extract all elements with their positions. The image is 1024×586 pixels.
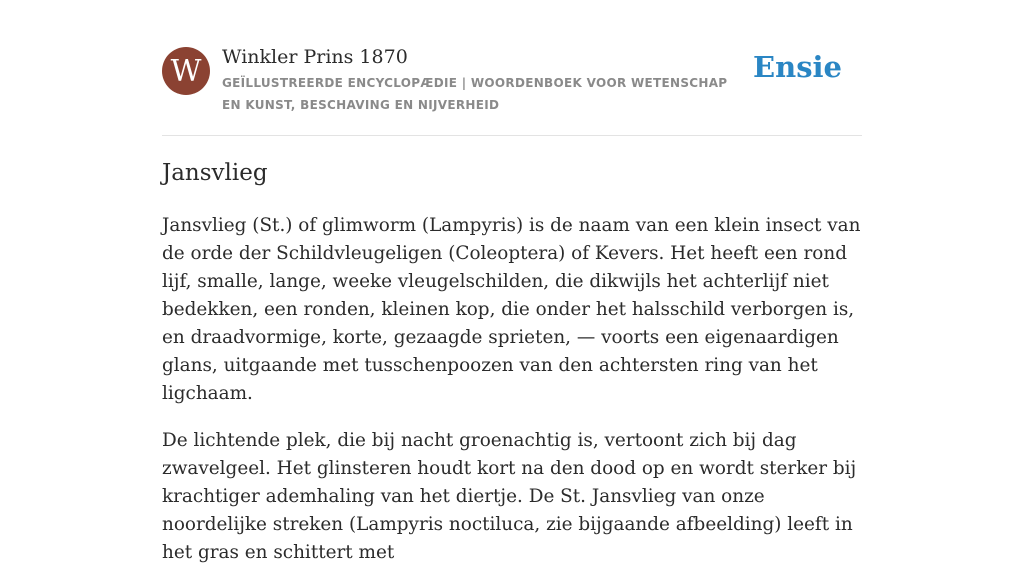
source-title[interactable]: Winkler Prins 1870 — [222, 46, 408, 68]
entry-paragraph-2: De lichtende plek, die bij nacht groenachtig is, vertoont zich bij dag zwavelgeel. Het glinsteren houdt kort na den dood op en wordt sterker bij krachtiger ademhaling van het diertje. De St. Jansvlieg van onze noordelijke streken (Lampyris noctiluca, zie bijgaande afbeelding) leeft in het gras en schittert met — [162, 430, 857, 563]
source-header — [162, 46, 862, 116]
source-avatar[interactable]: W — [162, 47, 210, 95]
entry-paragraph-1: Jansvlieg (St.) of glimworm (Lampyris) is de naam van een klein insect van de orde der Schildvleugeligen (Coleoptera) of Kevers. Het heeft een rond lijf, smalle, lange, weeke vleugelschilden, die dikwijls het achterlijf niet bedekken, een ronden, kleinen kop, die onder het halsschild verborgen is, en draadvormige, korte, gezaagde sprieten, — voorts een eigenaardigen glans, uitgaande met tusschenpoozen van den achtersten ring van het ligchaam. — [162, 215, 861, 404]
entry-body — [162, 212, 862, 586]
source-subtitle: GEÏLLUSTREERDE ENCYCLOPÆDIE | WOORDENBOEK VOOR WETENSCHAP EN KUNST, BESCHAVING EN NIJVERHEID — [222, 76, 728, 112]
entry-title: Jansvlieg — [162, 160, 268, 186]
ensie-logo[interactable]: Ensie — [753, 50, 842, 84]
header-divider — [162, 135, 862, 136]
